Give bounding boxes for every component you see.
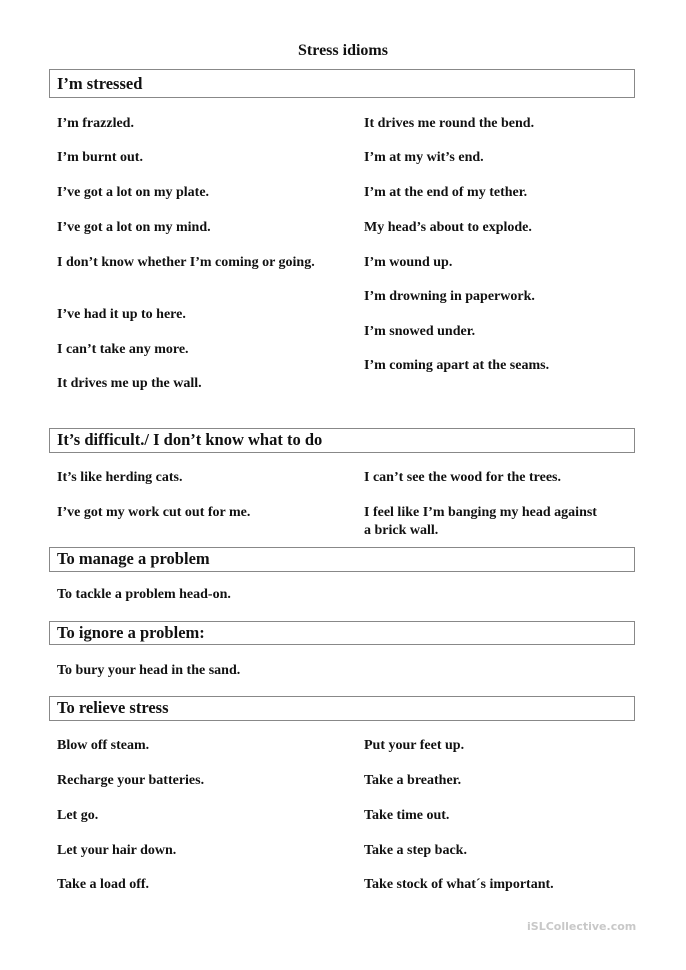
idiom-item: Blow off steam. [57,738,150,753]
watermark: iSLCollective.com [527,920,637,933]
idiom-item: To bury your head in the sand. [57,663,241,678]
section-heading: To ignore a problem: [49,621,635,645]
section-heading: To manage a problem [49,547,635,572]
idiom-item: It’s like herding cats. [57,470,183,485]
idiom-item: I’m at my wit’s end. [364,150,484,165]
section-heading: It’s difficult./ I don’t know what to do [49,428,635,453]
idiom-item: I don’t know whether I’m coming or going. [57,255,315,270]
idiom-item: Recharge your batteries. [57,773,205,788]
idiom-item: I’m burnt out. [57,150,143,165]
section-heading: To relieve stress [49,696,635,721]
idiom-item: I’m wound up. [364,255,453,270]
idiom-item: I’m snowed under. [364,324,476,339]
idiom-item: Let go. [57,808,99,823]
idiom-item: Take a breather. [364,773,462,788]
idiom-item: I’m drowning in paperwork. [364,289,535,304]
idiom-item: I can’t see the wood for the trees. [364,470,561,485]
idiom-item: Take a load off. [57,877,150,892]
idiom-item: Put your feet up. [364,738,465,753]
section-heading: I’m stressed [49,69,635,98]
idiom-item: My head’s about to explode. [364,220,532,235]
idiom-item: I’m at the end of my tether. [364,185,528,200]
idiom-item: I’m frazzled. [57,116,134,131]
idiom-item: It drives me round the bend. [364,116,535,131]
idiom-item: It drives me up the wall. [57,376,202,391]
idiom-item: To tackle a problem head-on. [57,587,231,602]
idiom-item: I can’t take any more. [57,342,189,357]
idiom-item: I feel like I’m banging my head against a brick wall. [364,505,597,538]
idiom-item: Take a step back. [364,843,467,858]
idiom-item: I’ve got a lot on my plate. [57,185,210,200]
idiom-item: I’ve had it up to here. [57,307,186,322]
idiom-item: Take time out. [364,808,450,823]
idiom-item: Take stock of what´s important. [364,877,554,892]
idiom-item: I’m coming apart at the seams. [364,358,550,373]
page-title: Stress idioms [298,42,388,59]
idiom-item: I’ve got my work cut out for me. [57,505,251,520]
idiom-item: Let your hair down. [57,843,177,858]
idiom-item: I’ve got a lot on my mind. [57,220,211,235]
